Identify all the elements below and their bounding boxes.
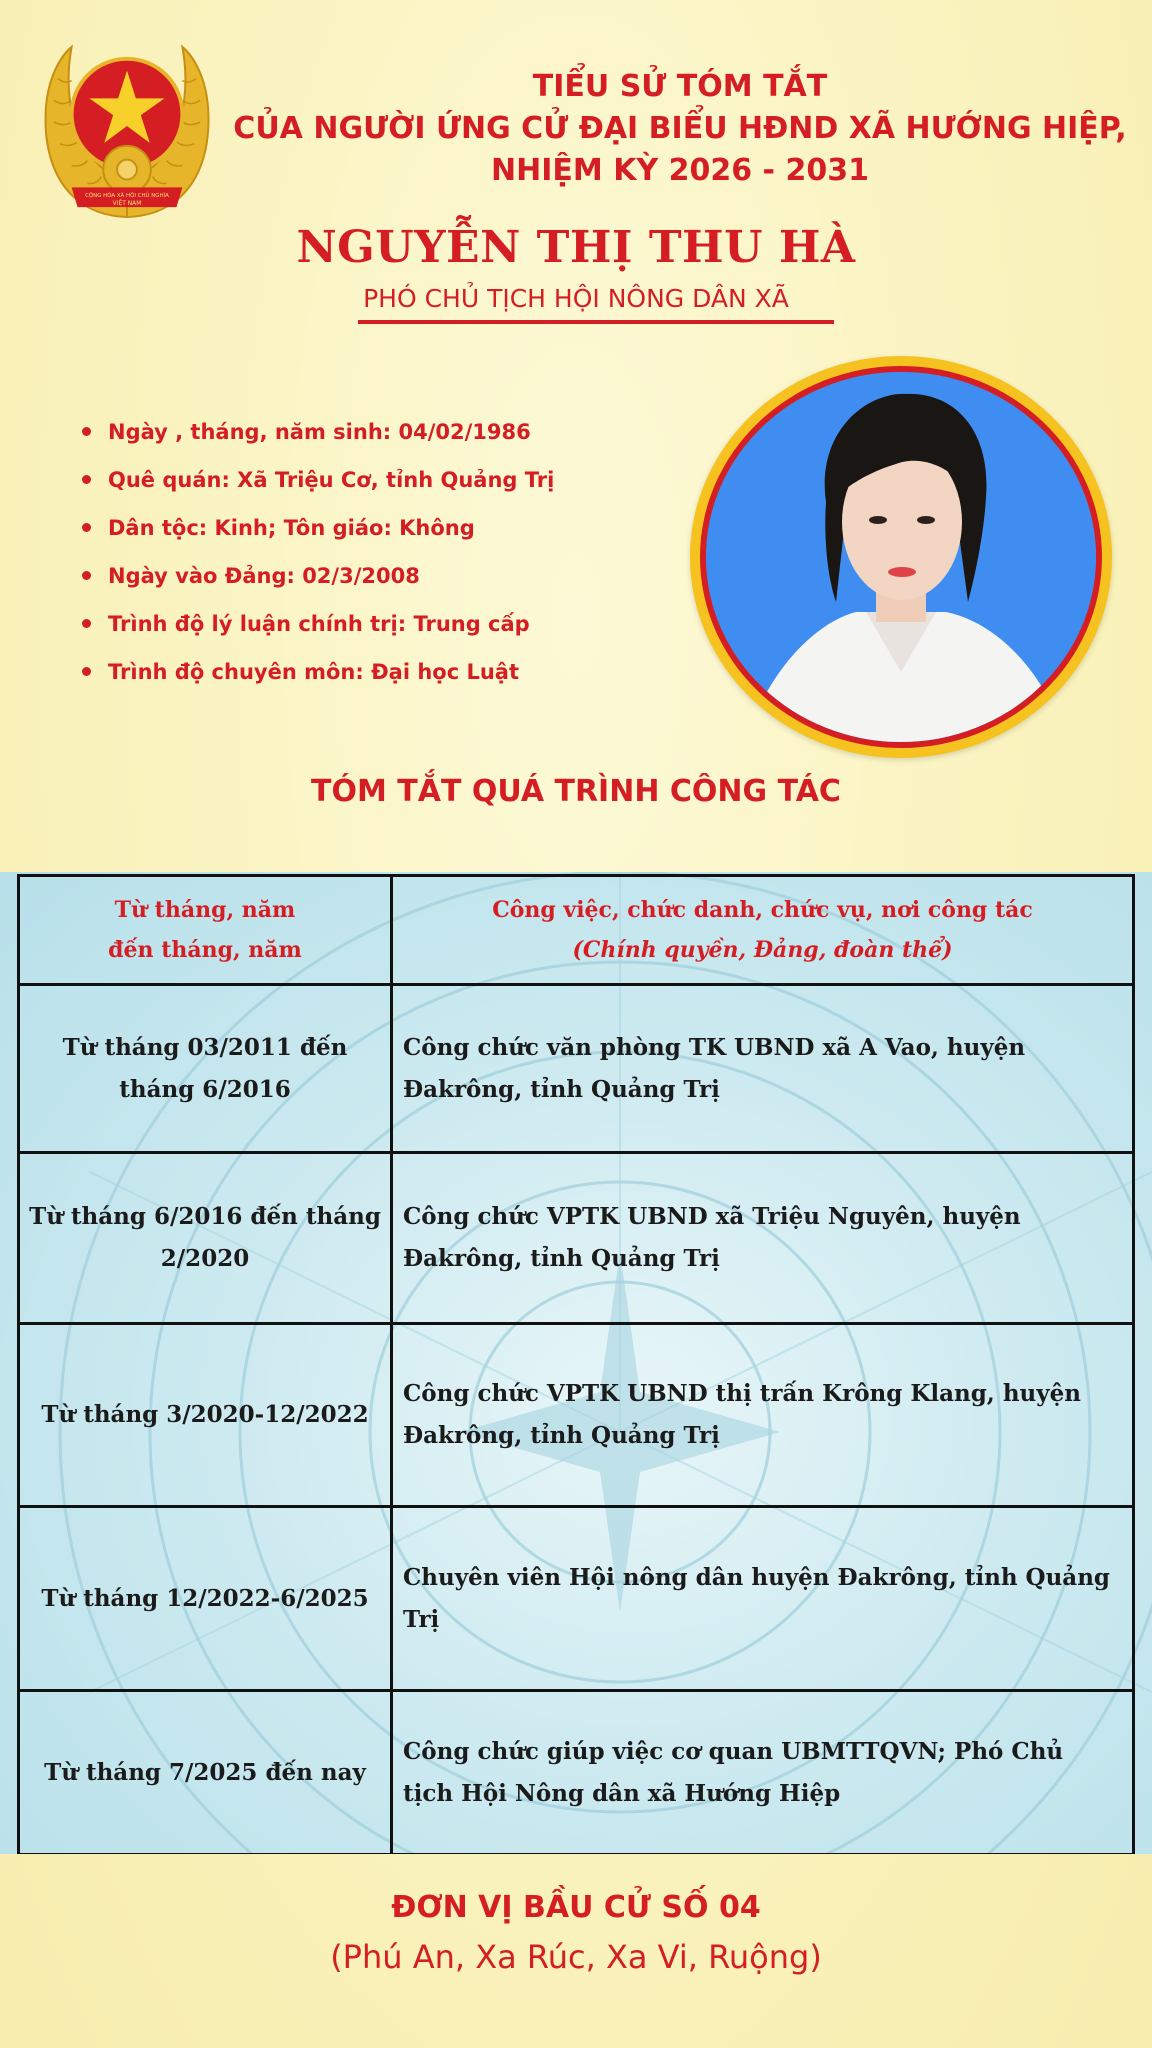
column-header-period	[19, 876, 392, 985]
national-emblem-icon	[38, 38, 216, 223]
title-line-2: CỦA NGƯỜI ỨNG CỬ ĐẠI BIỂU HĐND XÃ HƯỚNG HIỆP,	[233, 111, 1127, 146]
info-professional-level: Trình độ chuyên môn: Đại học Luật	[82, 652, 554, 700]
table-header-row	[19, 876, 1134, 985]
column-header-description-line-2: (Chính quyền, Đảng, đoàn thể)	[572, 937, 953, 963]
portrait-photo	[706, 372, 1096, 742]
row-description: Công chức giúp việc cơ quan UBMTTQVN; Phó Chủ tịch Hội Nông dân xã Hướng Hiệp	[392, 1691, 1134, 1855]
info-hometown: Quê quán: Xã Triệu Cơ, tỉnh Quảng Trị	[82, 460, 554, 508]
table-row	[19, 1324, 1134, 1507]
row-description: Công chức VPTK UBND thị trấn Krông Klang, huyện Đakrông, tỉnh Quảng Trị	[392, 1324, 1134, 1507]
table-row	[19, 1507, 1134, 1691]
info-birth-date: Ngày , tháng, năm sinh: 04/02/1986	[82, 412, 554, 460]
candidate-info-list	[82, 412, 554, 700]
electoral-unit-title: ĐƠN VỊ BẦU CỬ SỐ 04	[391, 1890, 761, 1925]
person-silhouette-icon	[706, 372, 1096, 742]
table-row	[19, 985, 1134, 1153]
table-row	[19, 1691, 1134, 1855]
row-description: Chuyên viên Hội nông dân huyện Đakrông, tỉnh Quảng Trị	[392, 1507, 1134, 1691]
title-underline	[358, 320, 834, 324]
candidate-position: PHÓ CHỦ TỊCH HỘI NÔNG DÂN XÃ	[363, 284, 789, 313]
row-period: Từ tháng 7/2025 đến nay	[19, 1691, 392, 1855]
emblem-text-bottom: VIỆT NAM	[112, 200, 142, 208]
row-period: Từ tháng 03/2011 đến tháng 6/2016	[19, 985, 392, 1153]
info-political-level: Trình độ lý luận chính trị: Trung cấp	[82, 604, 554, 652]
table-row	[19, 1153, 1134, 1324]
row-period: Từ tháng 3/2020-12/2022	[19, 1324, 392, 1507]
work-history-panel	[0, 872, 1152, 1854]
row-period: Từ tháng 6/2016 đến tháng 2/2020	[19, 1153, 392, 1324]
emblem-text-top: CỘNG HÒA XÃ HỘI CHỦ NGHĨA	[85, 193, 169, 200]
info-ethnicity-religion: Dân tộc: Kinh; Tôn giáo: Không	[82, 508, 554, 556]
row-description: Công chức VPTK UBND xã Triệu Nguyên, huyện Đakrông, tỉnh Quảng Trị	[392, 1153, 1134, 1324]
row-description: Công chức văn phòng TK UBND xã A Vao, huyện Đakrông, tỉnh Quảng Trị	[392, 985, 1134, 1153]
work-history-table	[17, 874, 1135, 1854]
column-header-period-line-2: đến tháng, năm	[108, 937, 302, 963]
column-header-description-line-1: Công việc, chức danh, chức vụ, nơi công tác	[492, 897, 1033, 923]
title-line-1: TIỂU SỬ TÓM TẮT	[532, 69, 828, 104]
row-period: Từ tháng 12/2022-6/2025	[19, 1507, 392, 1691]
work-history-title: TÓM TẮT QUÁ TRÌNH CÔNG TÁC	[311, 774, 841, 809]
info-party-date: Ngày vào Đảng: 02/3/2008	[82, 556, 554, 604]
candidate-portrait	[690, 356, 1112, 758]
electoral-unit-areas: (Phú An, Xa Rúc, Xa Vi, Ruộng)	[330, 1938, 822, 1976]
title-line-3: NHIỆM KỲ 2026 - 2031	[491, 153, 869, 188]
column-header-description	[392, 876, 1134, 985]
document-title	[230, 66, 1130, 192]
candidate-name: NGUYỄN THỊ THU HÀ	[296, 222, 856, 273]
column-header-period-line-1: Từ tháng, năm	[114, 897, 296, 923]
